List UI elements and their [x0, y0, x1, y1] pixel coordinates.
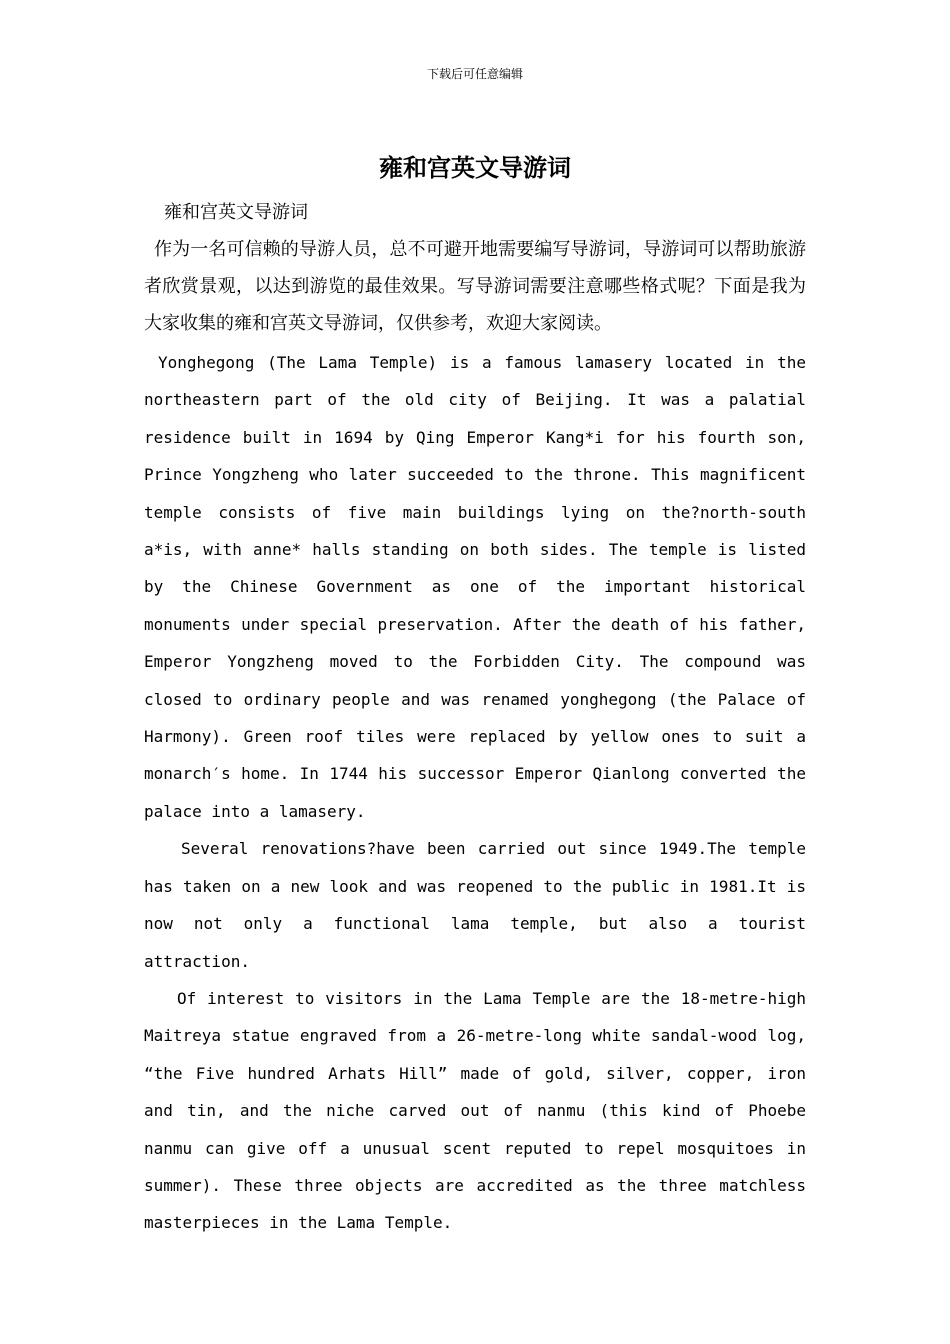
header-note: 下载后可任意编辑: [426, 67, 523, 81]
english-paragraph-1: Yonghegong (The Lama Temple) is a famous lamasery located in the northeastern part of the old city of Beijing. It was a palatial residence built in 1694 by Qing Emperor Kang*i for his fourth son, Prince Yongzheng who later succeeded to the throne. This magnificent temple consists of five main buildings lying on the?north-south a*is, with anne* halls standing on both sides. The temple is listed by the Chinese Government as one of the important historical monuments under special preservation. After the death of his father, Emperor Yongzheng moved to the Forbidden City. The compound was closed to ordinary people and was renamed yonghegong (the Palace of Harmony). Green roof tiles were replaced by yellow ones to suit a monarch′s home. In 1744 his successor Emperor Qianlong converted the palace into a lamasery.: [144, 353, 806, 821]
document-body: [144, 194, 806, 1242]
document-subtitle: 雍和宫英文导游词: [164, 202, 308, 223]
english-paragraph-3: Of interest to visitors in the Lama Temple are the 18-metre-high Maitreya statue engraved from a 26-metre-long white sandal-wood log, “the Five hundred Arhats Hill” made of gold, silver, copper, iron and tin, and the niche carved out of nanmu (this kind of Phoebe nanmu can give off a unusual scent reputed to repel mosquitoes in summer). These three objects are accredited as the three matchless masterpieces in the Lama Temple.: [144, 988, 806, 1233]
document-title: 雍和宫英文导游词: [379, 154, 571, 182]
intro-paragraph: 作为一名可信赖的导游人员，总不可避开地需要编写导游词，导游词可以帮助旅游者欣赏景观，以达到游览的最佳效果。写导游词需要注意哪些格式呢？下面是我为大家收集的雍和宫英文导游词，仅供参考，欢迎大家阅读。: [144, 239, 806, 334]
english-paragraph-2: Several renovations?have been carried out since 1949.The temple has taken on a new look and was reopened to the public in 1981.It is now not only a functional lama temple, but also a tourist attraction.: [144, 839, 806, 971]
